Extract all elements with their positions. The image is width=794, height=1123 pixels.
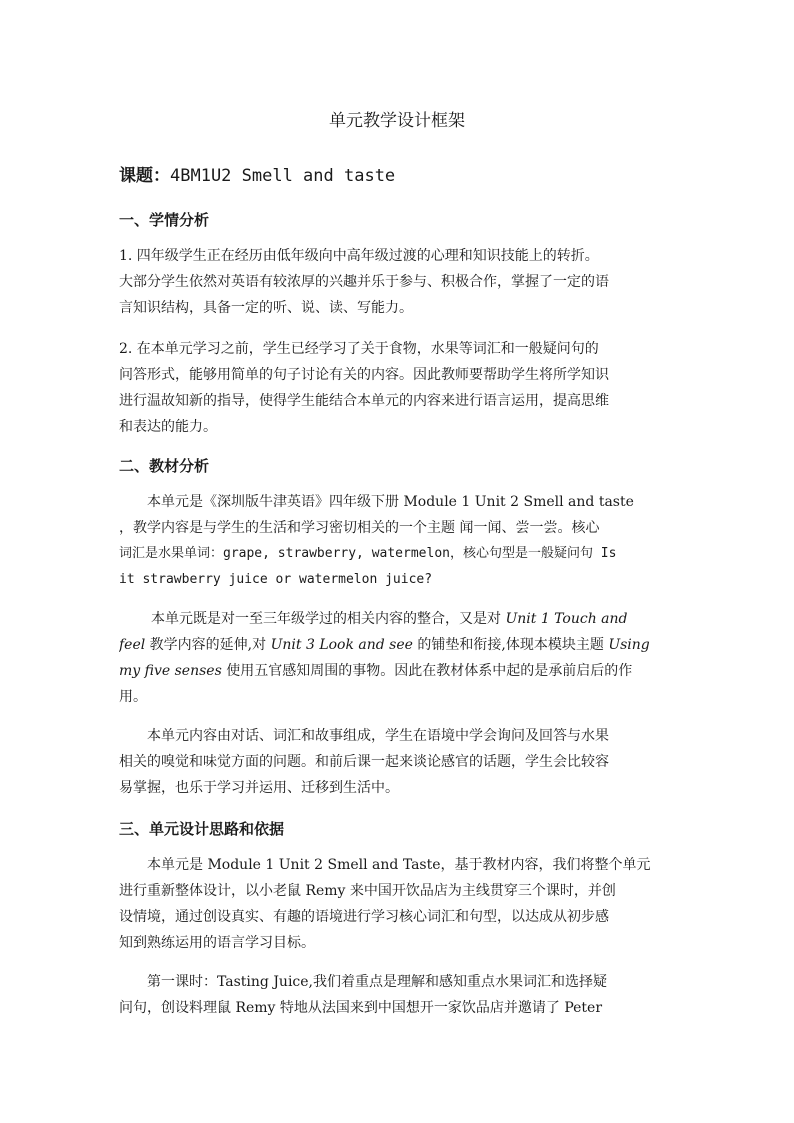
text-run: 本单元既是对一至三年级学过的相关内容的整合，又是对 xyxy=(151,611,506,627)
text-line xyxy=(119,606,675,632)
paragraph xyxy=(119,336,675,440)
section-heading-student-analysis: 一、学情分析 xyxy=(119,211,210,229)
subject-value: 4BM1U2 Smell and taste xyxy=(170,166,396,186)
text-line: 问答形式，能够用简单的句子讨论有关的内容。因此教师要帮助学生将所学知识 xyxy=(119,367,609,383)
text-run-italic: Unit 3 Look and see xyxy=(270,637,413,653)
text-run-italic: feel xyxy=(119,637,146,653)
text-line xyxy=(119,632,675,658)
text-line: 相关的嗅觉和味觉方面的问题。和前后课一起来谈论感官的话题，学生会比较容 xyxy=(119,754,609,770)
text-line: 问句，创设料理鼠 Remy 特地从法国来到中国想开一家饮品店并邀请了 Peter xyxy=(119,1000,603,1016)
text-run-italic: Using xyxy=(608,637,650,653)
text-line: 本单元内容由对话、词汇和故事组成，学生在语境中学会询问及回答与水果 xyxy=(147,728,609,744)
paragraph xyxy=(119,606,675,710)
text-run: 教学内容的延伸,对 xyxy=(145,637,271,653)
text-line: 进行温故知新的指导，使得学生能结合本单元的内容来进行语言运用，提高思维 xyxy=(119,393,609,409)
text-line: it strawberry juice or watermelon juice? xyxy=(119,572,433,587)
text-line: 进行重新整体设计，以小老鼠 Remy 来中国开饮品店为主线贯穿三个课时，并创 xyxy=(119,883,616,899)
lesson-subject xyxy=(119,161,395,186)
text-line: 本单元是《深圳版牛津英语》四年级下册 Module 1 Unit 2 Smell and taste xyxy=(147,494,634,510)
text-line: 第一课时：Tasting Juice,我们着重点是理解和感知重点水果词汇和选择疑 xyxy=(147,974,607,990)
text-line: 2. 在本单元学习之前，学生已经学习了关于食物，水果等词汇和一般疑问句的 xyxy=(119,341,599,357)
text-run: 使用五官感知周围的事物。因此在教材体系中起的是承前启后的作 xyxy=(221,663,633,679)
text-line: 大部分学生依然对英语有较浓厚的兴趣并乐于参与、积极合作，掌握了一定的语 xyxy=(119,274,609,290)
text-run-italic: my five senses xyxy=(119,663,222,679)
text-line: 本单元是 Module 1 Unit 2 Smell and Taste，基于教材内容，我们将整个单元 xyxy=(147,857,651,873)
text-run: 的铺垫和衔接,体现本模块主题 xyxy=(412,637,609,653)
section-heading-design-rationale: 三、单元设计思路和依据 xyxy=(119,820,285,838)
text-line: 和表达的能力。 xyxy=(119,419,217,435)
text-line: 言知识结构，具备一定的听、说、读、写能力。 xyxy=(119,300,413,316)
text-run-italic: Unit 1 Touch and xyxy=(505,611,628,627)
text-line: 设情境，通过创设真实、有趣的语境进行学习核心词汇和句型，以达成从初步感 xyxy=(119,909,609,925)
text-line: 词汇是水果单词：grape, strawberry, watermelon，核心句型是一般疑问句 Is xyxy=(119,546,617,561)
subject-label: 课题： xyxy=(119,166,170,186)
paragraph xyxy=(119,489,675,593)
text-line xyxy=(119,658,675,684)
text-line: ，教学内容是与学生的生活和学习密切相关的一个主题 闻一闻、尝一尝。核心 xyxy=(119,520,600,536)
text-line: 知到熟练运用的语言学习目标。 xyxy=(119,935,315,951)
document-title: 单元教学设计框架 xyxy=(329,111,465,131)
paragraph xyxy=(119,723,675,801)
paragraph xyxy=(119,969,675,1021)
section-heading-material-analysis: 二、教材分析 xyxy=(119,457,210,475)
text-line: 易掌握，也乐于学习并运用、迁移到生活中。 xyxy=(119,780,399,796)
text-line: 1. 四年级学生正在经历由低年级向中高年级过渡的心理和知识技能上的转折。 xyxy=(119,248,599,264)
paragraph xyxy=(119,852,675,956)
text-line: 用。 xyxy=(119,689,147,705)
paragraph xyxy=(119,243,675,321)
